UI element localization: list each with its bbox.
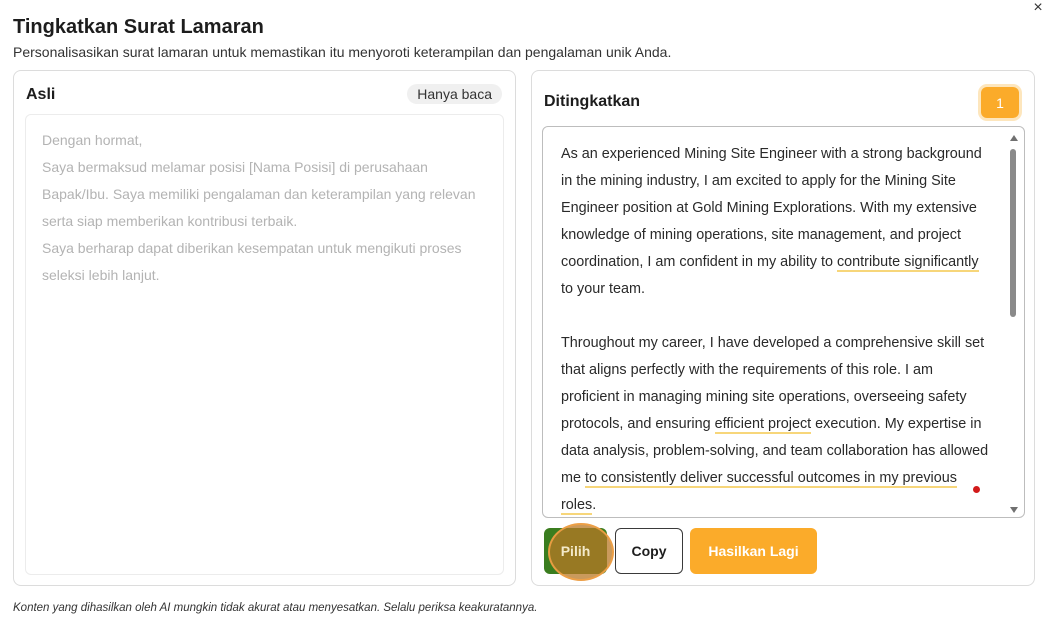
improved-paragraph-1 — [561, 141, 993, 303]
select-button[interactable] — [544, 528, 607, 574]
ai-disclaimer: Konten yang dihasilkan oleh AI mungkin tidak akurat atau menyesatkan. Selalu periksa keakuratannya. — [13, 602, 538, 614]
original-panel — [13, 70, 516, 586]
suggestion-highlight[interactable]: contribute significantly — [836, 254, 979, 270]
original-panel-title: Asli — [26, 86, 56, 103]
suggestion-highlight[interactable]: efficient project — [714, 416, 812, 432]
text-scrollbar[interactable] — [1008, 131, 1020, 513]
text-segment: As an experienced Mining Site Engineer with a strong background in the mining industry, I am excited to apply for the Mining Site Engineer position at Gold Mining Explorations. With my extensive knowledge of mining operations, site management, and project coordination, I am confident in my ability to — [561, 146, 982, 270]
dialog-title: Tingkatkan Surat Lamaran — [13, 16, 264, 38]
close-icon[interactable]: × — [1033, 0, 1043, 16]
text-segment: execution. My expertise in data analysis, problem-solving, and team collaboration has allowed me — [561, 416, 989, 486]
regenerate-button[interactable]: Hasilkan Lagi — [690, 528, 817, 574]
select-button-label: Pilih — [560, 543, 591, 559]
improved-letter-text[interactable] — [561, 141, 993, 518]
improved-text-area[interactable] — [542, 126, 1025, 518]
spellcheck-marker-icon[interactable] — [973, 486, 980, 493]
copy-button[interactable]: Copy — [615, 528, 683, 574]
scroll-down-icon[interactable] — [1010, 507, 1018, 513]
text-segment: . — [592, 497, 597, 513]
improved-panel — [531, 70, 1035, 586]
scroll-up-icon[interactable] — [1010, 135, 1018, 141]
text-segment: Throughout my career, I have developed a comprehensive skill set that aligns perfectly with the requirements of this role. I am proficient in managing mining site operations, overseeing safety protocols, and ensuring — [561, 335, 985, 432]
readonly-badge: Hanya baca — [407, 84, 502, 104]
text-segment: to your team. — [561, 281, 645, 297]
original-letter-text: Dengan hormat, Saya bermaksud melamar posisi [Nama Posisi] di perusahaan Bapak/Ibu. Saya memiliki pengalaman dan keterampilan yang relevan serta siap memberikan kontribusi terbaik. Saya berharap dapat diberikan kesempatan untuk mengikuti proses seleksi lebih lanjut. — [42, 132, 476, 283]
suggestion-highlight[interactable]: to consistently deliver successful outcomes in my previous roles — [561, 470, 957, 513]
dialog-subtitle: Personalisasikan surat lamaran untuk memastikan itu menyoroti keterampilan dan pengalaman unik Anda. — [13, 44, 672, 60]
original-text-area — [25, 114, 504, 575]
version-counter-badge[interactable]: 1 — [981, 87, 1019, 118]
improved-panel-title: Ditingkatkan — [544, 93, 641, 110]
scroll-thumb[interactable] — [1010, 149, 1016, 317]
improved-paragraph-2 — [561, 330, 993, 518]
